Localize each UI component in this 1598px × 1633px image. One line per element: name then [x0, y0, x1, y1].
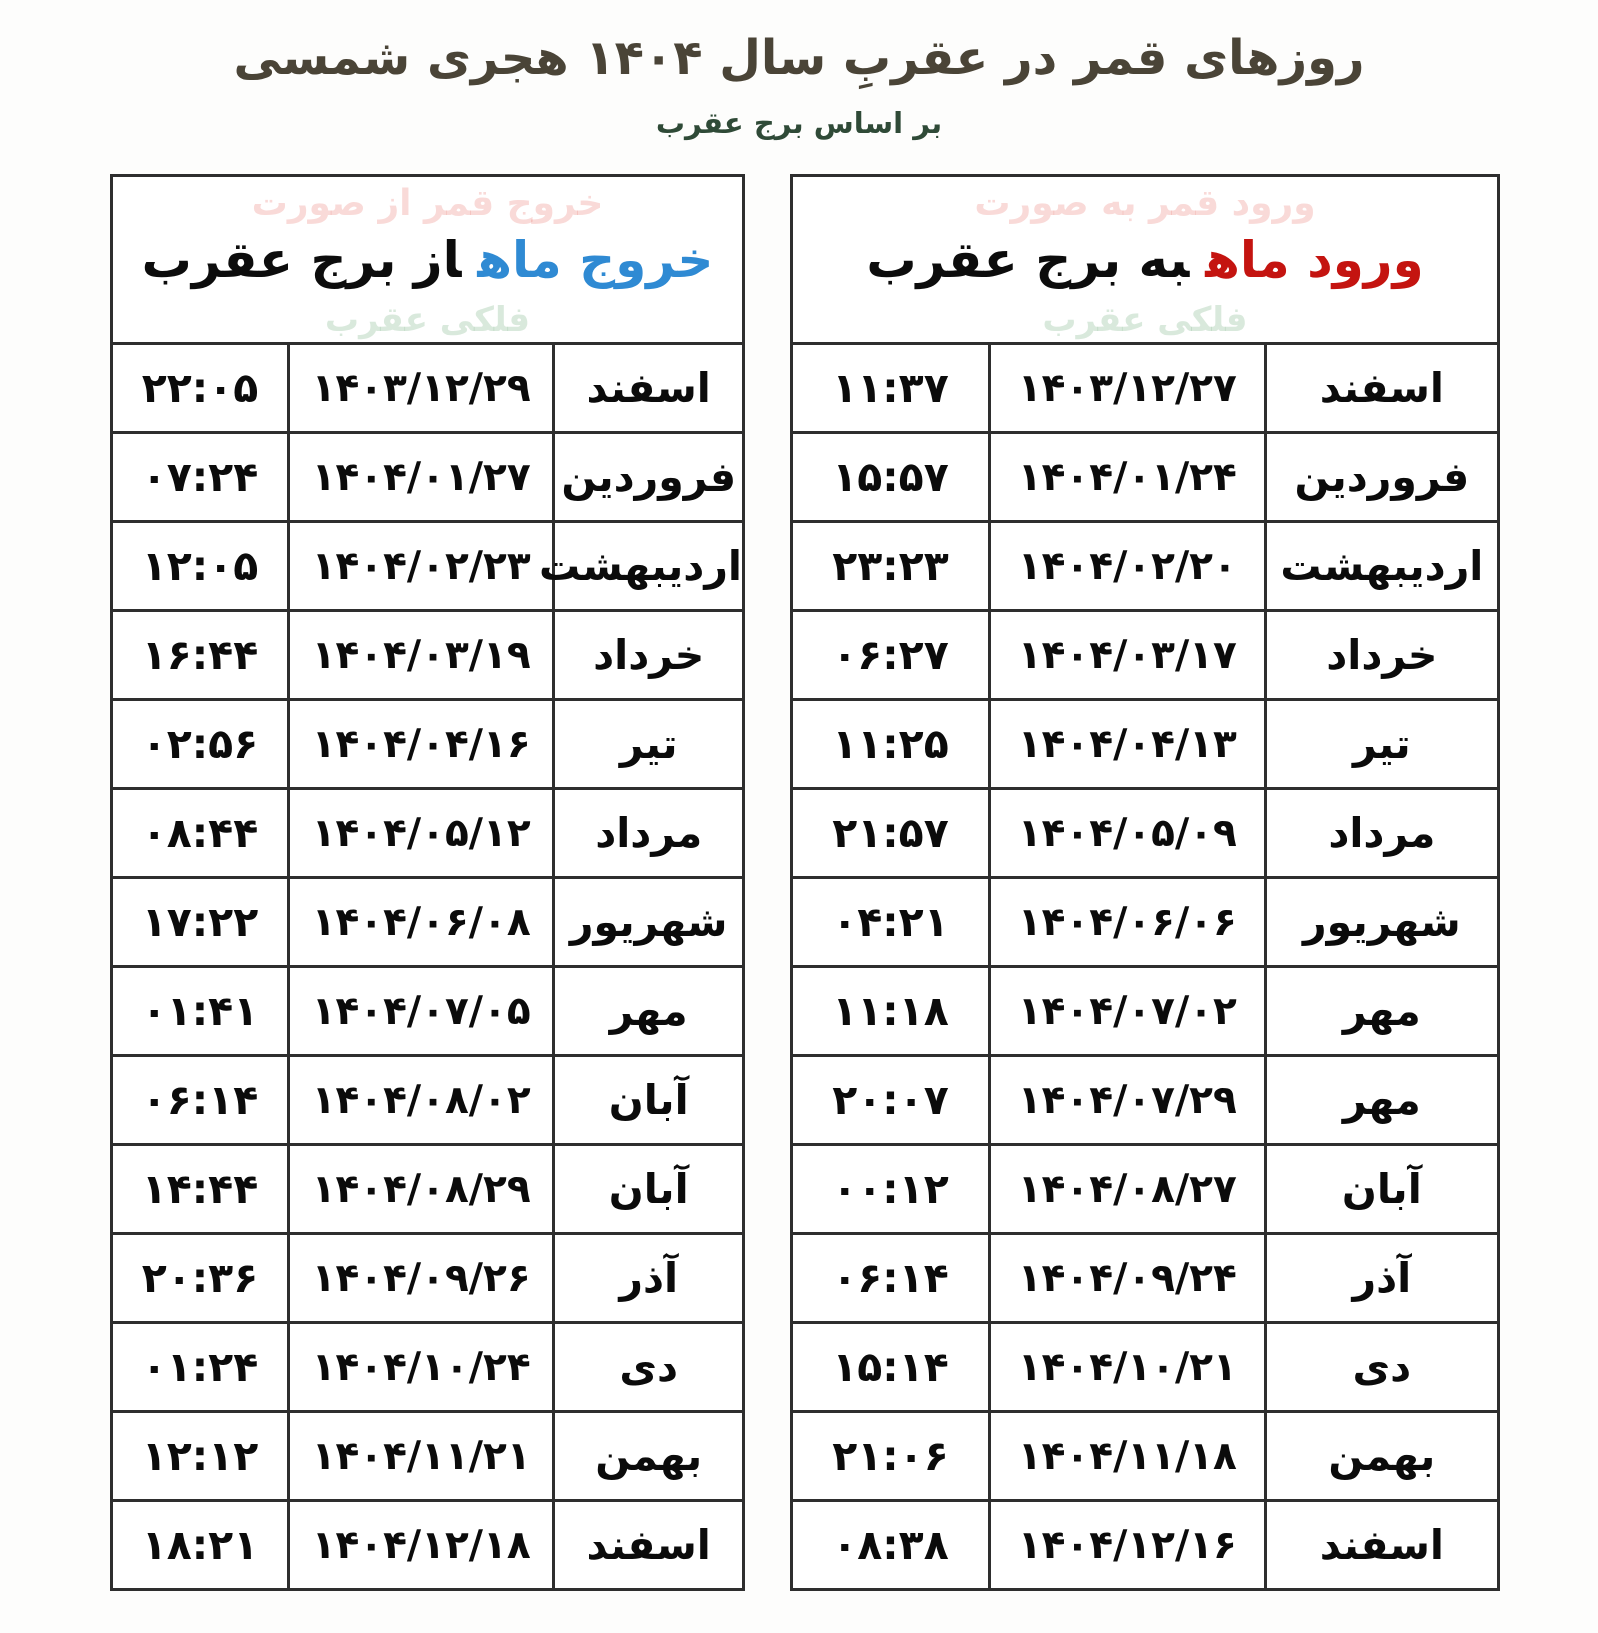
- table-row: [792, 433, 1499, 522]
- month-cell: تیر: [1265, 700, 1498, 789]
- entry-header-highlight: ورود ماه: [1205, 230, 1424, 289]
- table-row: [792, 878, 1499, 967]
- table-row: [792, 967, 1499, 1056]
- date-cell: ۱۴۰۴/۰۳/۱۹: [288, 611, 553, 700]
- entry-watermark-line2: فلکی عقرب: [1042, 300, 1248, 340]
- month-cell: اسفند: [1265, 344, 1498, 433]
- date-cell: ۱۴۰۴/۰۵/۰۹: [989, 789, 1265, 878]
- month-cell: فروردین: [554, 433, 744, 522]
- month-cell: دی: [1265, 1323, 1498, 1412]
- date-cell: ۱۴۰۴/۱۱/۲۱: [288, 1412, 553, 1501]
- table-row: [792, 1323, 1499, 1412]
- date-cell: ۱۴۰۴/۰۱/۲۴: [989, 433, 1265, 522]
- table-row: [112, 1056, 744, 1145]
- date-cell: ۱۴۰۴/۰۶/۰۸: [288, 878, 553, 967]
- table-row: [112, 344, 744, 433]
- time-cell: ۱۲:۱۲: [112, 1412, 289, 1501]
- time-cell: ۰۶:۱۴: [792, 1234, 990, 1323]
- date-cell: ۱۴۰۴/۰۵/۱۲: [288, 789, 553, 878]
- time-cell: ۰۰:۱۲: [792, 1145, 990, 1234]
- date-cell: ۱۴۰۴/۱۰/۲۴: [288, 1323, 553, 1412]
- exit-header-wrap: [113, 177, 742, 342]
- table-row: [112, 522, 744, 611]
- table-row: [112, 611, 744, 700]
- date-cell: ۱۴۰۴/۱۱/۱۸: [989, 1412, 1265, 1501]
- month-cell: دی: [554, 1323, 744, 1412]
- time-cell: ۰۷:۲۴: [112, 433, 289, 522]
- month-cell: اردیبهشت: [554, 522, 744, 611]
- time-cell: ۰۴:۲۱: [792, 878, 990, 967]
- date-cell: ۱۴۰۴/۱۲/۱۶: [989, 1501, 1265, 1590]
- entry-header-rest: به برج عقرب: [866, 230, 1190, 289]
- month-cell: خرداد: [554, 611, 744, 700]
- date-cell: ۱۴۰۴/۰۹/۲۶: [288, 1234, 553, 1323]
- page-subtitle: بر اساس برج عقرب: [655, 106, 943, 140]
- date-cell: ۱۴۰۴/۰۳/۱۷: [989, 611, 1265, 700]
- time-cell: ۰۱:۲۴: [112, 1323, 289, 1412]
- time-cell: ۰۶:۱۴: [112, 1056, 289, 1145]
- month-cell: اردیبهشت: [1265, 522, 1498, 611]
- exit-watermark-line2: فلکی عقرب: [324, 300, 531, 340]
- month-cell: آبان: [554, 1056, 744, 1145]
- table-row: [112, 1234, 744, 1323]
- date-cell: ۱۴۰۴/۰۱/۲۷: [288, 433, 553, 522]
- month-cell: اسفند: [1265, 1501, 1498, 1590]
- time-cell: ۱۵:۱۴: [792, 1323, 990, 1412]
- table-row: [792, 700, 1499, 789]
- table-row: [112, 1501, 744, 1590]
- month-cell: مهر: [1265, 967, 1498, 1056]
- date-cell: ۱۴۰۴/۰۶/۰۶: [989, 878, 1265, 967]
- month-cell: اسفند: [554, 344, 744, 433]
- date-cell: ۱۴۰۳/۱۲/۲۹: [288, 344, 553, 433]
- month-cell: شهریور: [1265, 878, 1498, 967]
- time-cell: ۱۲:۰۵: [112, 522, 289, 611]
- time-cell: ۱۱:۳۷: [792, 344, 990, 433]
- table-row: [792, 1412, 1499, 1501]
- tables-container: [0, 174, 1598, 1591]
- entry-header-row: [792, 176, 1499, 344]
- time-cell: ۲۱:۵۷: [792, 789, 990, 878]
- table-row: [792, 611, 1499, 700]
- entry-header-text: [866, 231, 1423, 289]
- time-cell: ۲۲:۰۵: [112, 344, 289, 433]
- date-cell: ۱۴۰۴/۱۲/۱۸: [288, 1501, 553, 1590]
- table-row: [792, 1501, 1499, 1590]
- time-cell: ۰۸:۴۴: [112, 789, 289, 878]
- time-cell: ۱۷:۲۲: [112, 878, 289, 967]
- time-cell: ۱۱:۱۸: [792, 967, 990, 1056]
- exit-table: [110, 174, 745, 1591]
- table-row: [792, 789, 1499, 878]
- month-cell: آبان: [1265, 1145, 1498, 1234]
- time-cell: ۰۶:۲۷: [792, 611, 990, 700]
- time-cell: ۱۸:۲۱: [112, 1501, 289, 1590]
- month-cell: بهمن: [1265, 1412, 1498, 1501]
- time-cell: ۰۲:۵۶: [112, 700, 289, 789]
- table-row: [112, 1323, 744, 1412]
- date-cell: ۱۴۰۴/۰۷/۰۵: [288, 967, 553, 1056]
- exit-table-header: [112, 176, 744, 344]
- date-cell: ۱۴۰۴/۰۷/۲۹: [989, 1056, 1265, 1145]
- date-cell: ۱۴۰۴/۰۷/۰۲: [989, 967, 1265, 1056]
- month-cell: مرداد: [554, 789, 744, 878]
- date-cell: ۱۴۰۴/۰۸/۲۷: [989, 1145, 1265, 1234]
- time-cell: ۲۱:۰۶: [792, 1412, 990, 1501]
- table-row: [792, 344, 1499, 433]
- month-cell: اسفند: [554, 1501, 744, 1590]
- time-cell: ۱۴:۴۴: [112, 1145, 289, 1234]
- time-cell: ۰۱:۴۱: [112, 967, 289, 1056]
- month-cell: بهمن: [554, 1412, 744, 1501]
- table-row: [112, 433, 744, 522]
- entry-header-wrap: [793, 177, 1497, 342]
- month-cell: مهر: [1265, 1056, 1498, 1145]
- month-cell: مرداد: [1265, 789, 1498, 878]
- date-cell: ۱۴۰۴/۰۸/۲۹: [288, 1145, 553, 1234]
- month-cell: شهریور: [554, 878, 744, 967]
- table-row: [112, 700, 744, 789]
- date-cell: ۱۴۰۴/۱۰/۲۱: [989, 1323, 1265, 1412]
- time-cell: ۲۳:۲۳: [792, 522, 990, 611]
- month-cell: آذر: [1265, 1234, 1498, 1323]
- month-cell: مهر: [554, 967, 744, 1056]
- exit-header-row: [112, 176, 744, 344]
- month-cell: خرداد: [1265, 611, 1498, 700]
- table-row: [792, 1234, 1499, 1323]
- time-cell: ۲۰:۰۷: [792, 1056, 990, 1145]
- date-cell: ۱۴۰۴/۰۴/۱۳: [989, 700, 1265, 789]
- exit-header-highlight: خروج ماه: [477, 230, 714, 289]
- entry-watermark-line1: ورود قمر به صورت: [974, 183, 1316, 224]
- table-row: [112, 878, 744, 967]
- month-cell: تیر: [554, 700, 744, 789]
- exit-watermark-line1: خروج قمر از صورت: [251, 183, 604, 224]
- time-cell: ۱۶:۴۴: [112, 611, 289, 700]
- date-cell: ۱۴۰۳/۱۲/۲۷: [989, 344, 1265, 433]
- table-row: [112, 1145, 744, 1234]
- exit-header-rest: از برج عقرب: [141, 230, 462, 289]
- time-cell: ۲۰:۳۶: [112, 1234, 289, 1323]
- table-row: [792, 1145, 1499, 1234]
- table-row: [792, 522, 1499, 611]
- date-cell: ۱۴۰۴/۰۸/۰۲: [288, 1056, 553, 1145]
- date-cell: ۱۴۰۴/۰۲/۲۰: [989, 522, 1265, 611]
- date-cell: ۱۴۰۴/۰۴/۱۶: [288, 700, 553, 789]
- date-cell: ۱۴۰۴/۰۲/۲۳: [288, 522, 553, 611]
- month-cell: آبان: [554, 1145, 744, 1234]
- month-cell: فروردین: [1265, 433, 1498, 522]
- entry-table: [790, 174, 1500, 1591]
- time-cell: ۱۱:۲۵: [792, 700, 990, 789]
- table-row: [792, 1056, 1499, 1145]
- entry-table-header: [792, 176, 1499, 344]
- month-cell: آذر: [554, 1234, 744, 1323]
- page-title: روزهای قمر در عقربِ سال ۱۴۰۴ هجری شمسی: [233, 30, 1365, 86]
- exit-header-text: [142, 231, 714, 289]
- time-cell: ۱۵:۵۷: [792, 433, 990, 522]
- time-cell: ۰۸:۳۸: [792, 1501, 990, 1590]
- date-cell: ۱۴۰۴/۰۹/۲۴: [989, 1234, 1265, 1323]
- table-row: [112, 1412, 744, 1501]
- table-row: [112, 789, 744, 878]
- table-row: [112, 967, 744, 1056]
